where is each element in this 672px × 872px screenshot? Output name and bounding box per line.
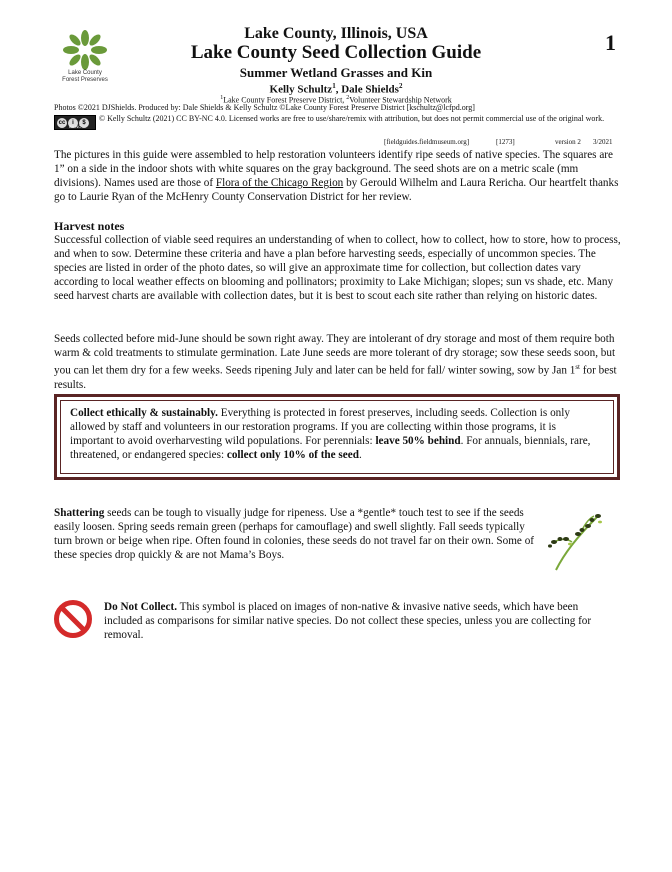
- harvest-paragraph-2: [54, 332, 624, 392]
- site-url[interactable]: [fieldguides.fieldmuseum.org]: [384, 138, 470, 146]
- date: 3/2021: [593, 138, 613, 146]
- guide-title: Lake County Seed Collection Guide: [190, 42, 482, 63]
- version: version 2: [555, 138, 581, 146]
- guide-id: [1273]: [496, 138, 515, 146]
- author-1-sup: 1: [332, 82, 336, 90]
- attribution-icon: i: [68, 118, 78, 128]
- harvest-p2-a: Seeds collected before mid-June should be sown right away. They are intolerant of dry storage and most of them require both warm & cold treatments to stimulate germination. Late June seeds are more tolerant of dry storage; sow these seeds soon, but you can let them dry for a few weeks. Seeds ripening July and later can be held for fall/ winter sowing, sow by Jan 1: [54, 333, 616, 377]
- ethics-bold1: leave 50% behind: [375, 435, 461, 447]
- cc-badge-label: BY NC: [69, 124, 82, 129]
- ethics-callout: [54, 394, 620, 480]
- seed-stalk-icon: [542, 508, 606, 572]
- ethics-text1: Everything is protected in forest preserves, including seeds. Collection is only allowed by staff and volunteers in our restoration programs. If you are collecting within those programs, it is important to avoid overharvesting wild populations. For perennials:: [70, 407, 570, 447]
- shattering-text: seeds can be tough to visually judge for ripeness. Use a *gentle* touch test to see if the seeds easily loosen. Spring seeds remain green (perhaps for camouflage) and swell slightly. Fall seeds typically turn brown or beige when ripe. Often found in colonies, these seeds do not travel far on their own. Some of these species drop quickly & are not Mama’s Boys.: [54, 507, 535, 561]
- do-not-collect-paragraph: [104, 600, 614, 642]
- harvest-paragraph-1: Successful collection of viable seed requires an understanding of when to collect, how to collect, how to store, how to process, and when to sow. Determine these criteria and have a plan before harvesting seeds, especially of uncommon species. The species are listed in order of the photo dates, so will give an approximate time for collection, but collection dates vary according to local weather effects on blooming and pollinators; proximity to Lake Michigan; slopes; sun vs shade, etc. Many seed harvest charts are available with collection dates, but it is best to scout each site rather than relying on historic dates.: [54, 234, 621, 302]
- author-1: Kelly Schultz: [269, 83, 333, 96]
- affil-1-sup: 1: [220, 95, 224, 101]
- ethics-lead: Collect ethically & sustainably.: [70, 407, 218, 419]
- ethics-bold2: collect only 10% of the seed: [226, 449, 359, 461]
- ethics-text3: .: [358, 449, 362, 461]
- ethics-text: [70, 406, 600, 462]
- author-2-sup: 2: [398, 82, 403, 90]
- logo-org-line2: Forest Preserves: [62, 77, 108, 83]
- location-title: Lake County, Illinois, USA: [244, 25, 428, 42]
- ethics-text2: . For annuals, biennials, rare, threatened, or endangered species:: [70, 435, 591, 461]
- author-2: Dale Shields: [341, 83, 399, 96]
- prohibited-icon: [53, 599, 93, 639]
- intro-part2: by Gerould Wilhelm and Laura Rericha. Our heartfelt thanks go to Laurie Ryan of the McHenry County Conservation District for her review.: [54, 177, 619, 203]
- intro-part1: The pictures in this guide were assembled to help restoration volunteers identify ripe seeds of native species. The squares are 1” on a side in the indoor shots with white squares on the gray background. The seed shots are on a metric scale (mm divisions). Names used are those of: [54, 149, 613, 189]
- affil-1: Lake County Forest Preserve District,: [223, 95, 347, 105]
- affil-2-sup: 2: [346, 95, 350, 101]
- shattering-paragraph: [54, 506, 534, 562]
- author-separator: ,: [335, 83, 342, 96]
- harvest-p2-sup: st: [575, 363, 580, 371]
- guide-subtitle: Summer Wetland Grasses and Kin: [239, 65, 433, 80]
- affil-2: Volunteer Stewardship Network: [349, 95, 452, 105]
- authors: [0, 82, 672, 96]
- logo-org-line1: Lake County: [68, 70, 102, 76]
- flora-book-link[interactable]: Flora of the Chicago Region: [215, 177, 344, 189]
- photo-credit: Photos ©2021 DJShields. Produced by: Dale Shields & Kelly Schultz ©Lake County Forest Preserve District [kschultz@lcfpd.org]: [54, 103, 475, 112]
- cc-license-badge[interactable]: [54, 115, 96, 130]
- page-number: 1: [605, 30, 616, 55]
- do-not-collect-lead: Do Not Collect.: [104, 601, 178, 613]
- license-text: © Kelly Schultz (2021) CC BY-NC 4.0. Licensed works are free to use/share/remix with attribution, but does not permit commercial use of the original work.: [99, 114, 605, 123]
- noncommercial-icon: $: [79, 118, 89, 128]
- shattering-lead: Shattering: [54, 507, 105, 519]
- intro-paragraph: [54, 148, 624, 204]
- do-not-collect-text: This symbol is placed on images of non-native & invasive native seeds, which have been included as comparisons for similar native species. Do not collect these species, unless you are collecting for removal.: [104, 601, 592, 641]
- harvest-heading: Harvest notes: [54, 219, 125, 233]
- harvest-p2-b: for best results.: [54, 364, 617, 391]
- cc-icon: cc: [58, 119, 66, 126]
